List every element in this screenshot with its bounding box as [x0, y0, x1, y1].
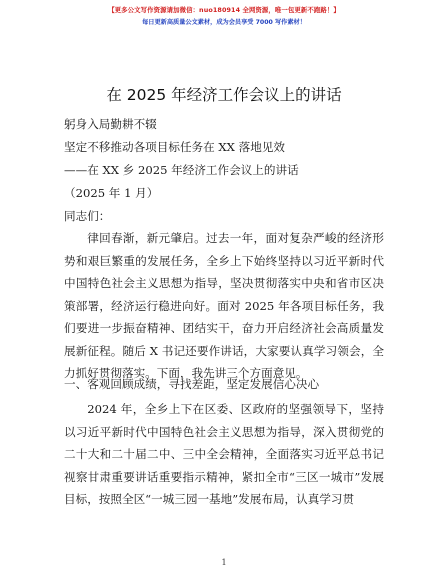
subtitle-2: 坚定不移推动各项目标任务在 XX 落地见效	[64, 140, 285, 154]
salutation: 同志们：	[64, 209, 111, 223]
subtitle-3: ——在 XX 乡 2025 年经济工作会议上的讲话	[64, 163, 299, 177]
promo-banner-line-2: 每日更新高质量公文素材，成为会员享受 7000 写作素材！	[142, 19, 306, 26]
page-number: 1	[221, 558, 227, 567]
promo-banner	[0, 5, 448, 28]
speech-date: （2025 年 1 月）	[64, 186, 159, 200]
document-title: 在 2025 年经济工作会议上的讲话	[106, 86, 342, 104]
subtitle-1: 躬身入局勤耕不辍	[64, 117, 157, 131]
paragraph-1-block	[64, 227, 384, 385]
paragraph-2: 2024 年，全乡上下在区委、区政府的坚强领导下，坚持以习近平新时代中国特色社会主义思想为指导，深入贯彻党的二十大和二十届二中、三中全会精神，全面落实习近平总书记视察甘肃重要讲话重要指示精神，紧扣全市“三区一城市”发展目标，按照全区“一城三园一基地”发展布局，认真学习贯	[64, 402, 384, 506]
paragraph-1: 律回春渐，新元肇启。过去一年，面对复杂严峻的经济形势和艰巨繁重的发展任务，全乡上下始终坚持以习近平新时代中国特色社会主义思想为指导，坚决贯彻落实中央和省市区决策部署，经济运行稳进向好。面对 2025 年各项目标任务，我们要进一步振奋精神、团结实干，奋力开启经济社会高质量发展新征程。随后 X 书记还要作讲话，大家要认真学习领会，全力抓好贯彻落实。下面，我先讲三个方面意见。	[64, 231, 384, 380]
section-heading-1: 一、客观回顾成绩，寻找差距，坚定发展信心决心	[64, 377, 320, 391]
paragraph-2-block	[64, 398, 384, 511]
promo-banner-line-1: 【更多公文写作资源请加微信：nuo180914 全网资源，唯一包更新不跑路！】	[108, 6, 340, 14]
